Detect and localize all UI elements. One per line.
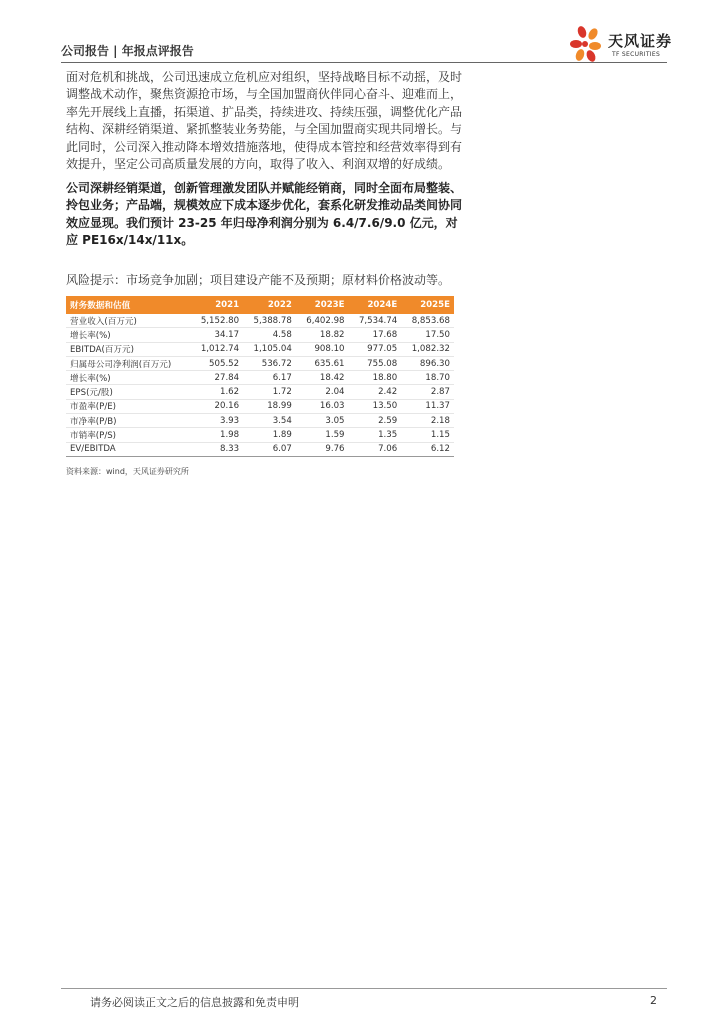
table-cell: 16.03 bbox=[296, 399, 349, 413]
logo-english-name: TF SECURITIES bbox=[612, 51, 661, 58]
table-cell: 18.80 bbox=[349, 371, 402, 385]
financial-forecast-table bbox=[66, 296, 454, 457]
table-cell: 896.30 bbox=[401, 356, 454, 370]
table-cell: 18.70 bbox=[401, 371, 454, 385]
table-cell: 6.12 bbox=[401, 442, 454, 456]
table-cell: 8.33 bbox=[190, 442, 243, 456]
tf-flower-logo-icon bbox=[568, 24, 608, 64]
report-type-header: 公司报告 | 年报点评报告 bbox=[61, 44, 194, 58]
table-cell: 6.07 bbox=[243, 442, 296, 456]
table-cell: 505.52 bbox=[190, 356, 243, 370]
table-header-cell: 财务数据和估值 bbox=[66, 296, 190, 314]
table-header-cell: 2022 bbox=[243, 296, 296, 314]
table-row bbox=[66, 399, 454, 413]
footer-divider bbox=[61, 988, 667, 989]
row-label: EV/EBITDA bbox=[66, 442, 190, 456]
data-source-note: 资料来源：wind，天风证券研究所 bbox=[66, 467, 189, 476]
table-cell: 7.06 bbox=[349, 442, 402, 456]
table-cell: 17.50 bbox=[401, 328, 454, 342]
row-label: 增长率(%) bbox=[66, 371, 190, 385]
investment-summary-paragraph: 公司深耕经销渠道，创新管理激发团队并赋能经销商，同时全面布局整装、拎包业务；产品端，规模效应下成本逐步优化，套系化研发推动品类间协同效应显现。我们预计 23-25 年归母净利润分别为 6.4/7.6/9.0 亿元，对应 PE16x/14x/11x。 bbox=[66, 181, 463, 248]
table-row bbox=[66, 356, 454, 370]
table-header-cell: 2023E bbox=[296, 296, 349, 314]
table-cell: 3.54 bbox=[243, 414, 296, 428]
table-cell: 1.15 bbox=[401, 428, 454, 442]
body-paragraph: 面对危机和挑战，公司迅速成立危机应对组织，坚持战略目标不动摇，及时调整战术动作，聚焦资源抢市场，与全国加盟商伙伴同心奋斗、迎难而上，率先开展线上直播，拓渠道、扩品类，持续进攻、持续压强，调整优化产品结构、深耕经销渠道、紧抓整装业务势能，与全国加盟商实现共同增长。与此同时，公司深入推动降本增效措施落地，使得成本管控和经营效率得到有效提升，坚定公司高质量发展的方向，取得了收入、利润双增的好成绩。 bbox=[66, 70, 463, 172]
table-cell: 5,388.78 bbox=[243, 314, 296, 328]
table-header-row bbox=[66, 296, 454, 314]
table-cell: 9.76 bbox=[296, 442, 349, 456]
table-cell: 20.16 bbox=[190, 399, 243, 413]
table-cell: 1,082.32 bbox=[401, 342, 454, 356]
page-number: 2 bbox=[650, 994, 657, 1007]
row-label: 市盈率(P/E) bbox=[66, 399, 190, 413]
table-header-cell: 2025E bbox=[401, 296, 454, 314]
table-cell: 13.50 bbox=[349, 399, 402, 413]
table-cell: 7,534.74 bbox=[349, 314, 402, 328]
table-header-cell: 2024E bbox=[349, 296, 402, 314]
table-row bbox=[66, 328, 454, 342]
table-row bbox=[66, 342, 454, 356]
table-cell: 34.17 bbox=[190, 328, 243, 342]
table-cell: 18.82 bbox=[296, 328, 349, 342]
table-cell: 2.04 bbox=[296, 385, 349, 399]
table-cell: 18.42 bbox=[296, 371, 349, 385]
table-cell: 1.62 bbox=[190, 385, 243, 399]
table-cell: 6.17 bbox=[243, 371, 296, 385]
row-label: EBITDA(百万元) bbox=[66, 342, 190, 356]
company-logo bbox=[568, 24, 673, 64]
table-row bbox=[66, 314, 454, 328]
table-cell: 536.72 bbox=[243, 356, 296, 370]
table-cell: 8,853.68 bbox=[401, 314, 454, 328]
footer-disclaimer: 请务必阅读正文之后的信息披露和免责申明 bbox=[90, 996, 299, 1009]
risk-warning: 风险提示：市场竞争加剧；项目建设产能不及预期；原材料价格波动等。 bbox=[66, 273, 451, 287]
table-cell: 3.05 bbox=[296, 414, 349, 428]
table-row bbox=[66, 428, 454, 442]
table-cell: 17.68 bbox=[349, 328, 402, 342]
table-cell: 2.42 bbox=[349, 385, 402, 399]
table-cell: 2.59 bbox=[349, 414, 402, 428]
table-cell: 6,402.98 bbox=[296, 314, 349, 328]
row-label: 增长率(%) bbox=[66, 328, 190, 342]
table-cell: 1,105.04 bbox=[243, 342, 296, 356]
row-label: 营业收入(百万元) bbox=[66, 314, 190, 328]
table-cell: 1.72 bbox=[243, 385, 296, 399]
table-cell: 2.87 bbox=[401, 385, 454, 399]
table-cell: 1.89 bbox=[243, 428, 296, 442]
table-cell: 3.93 bbox=[190, 414, 243, 428]
table-cell: 1.98 bbox=[190, 428, 243, 442]
table-cell: 1.59 bbox=[296, 428, 349, 442]
row-label: 归属母公司净利润(百万元) bbox=[66, 356, 190, 370]
logo-chinese-name: 天风证券 bbox=[608, 32, 673, 50]
table-header-cell: 2021 bbox=[190, 296, 243, 314]
table-cell: 977.05 bbox=[349, 342, 402, 356]
table-cell: 27.84 bbox=[190, 371, 243, 385]
table-row bbox=[66, 371, 454, 385]
table-cell: 4.58 bbox=[243, 328, 296, 342]
table-cell: 5,152.80 bbox=[190, 314, 243, 328]
table-cell: 635.61 bbox=[296, 356, 349, 370]
table-cell: 2.18 bbox=[401, 414, 454, 428]
table-row bbox=[66, 442, 454, 456]
table-cell: 755.08 bbox=[349, 356, 402, 370]
table-row bbox=[66, 385, 454, 399]
row-label: 市销率(P/S) bbox=[66, 428, 190, 442]
row-label: 市净率(P/B) bbox=[66, 414, 190, 428]
table-row bbox=[66, 414, 454, 428]
table-cell: 1,012.74 bbox=[190, 342, 243, 356]
table-cell: 11.37 bbox=[401, 399, 454, 413]
table-cell: 18.99 bbox=[243, 399, 296, 413]
table-cell: 908.10 bbox=[296, 342, 349, 356]
table-cell: 1.35 bbox=[349, 428, 402, 442]
row-label: EPS(元/股) bbox=[66, 385, 190, 399]
